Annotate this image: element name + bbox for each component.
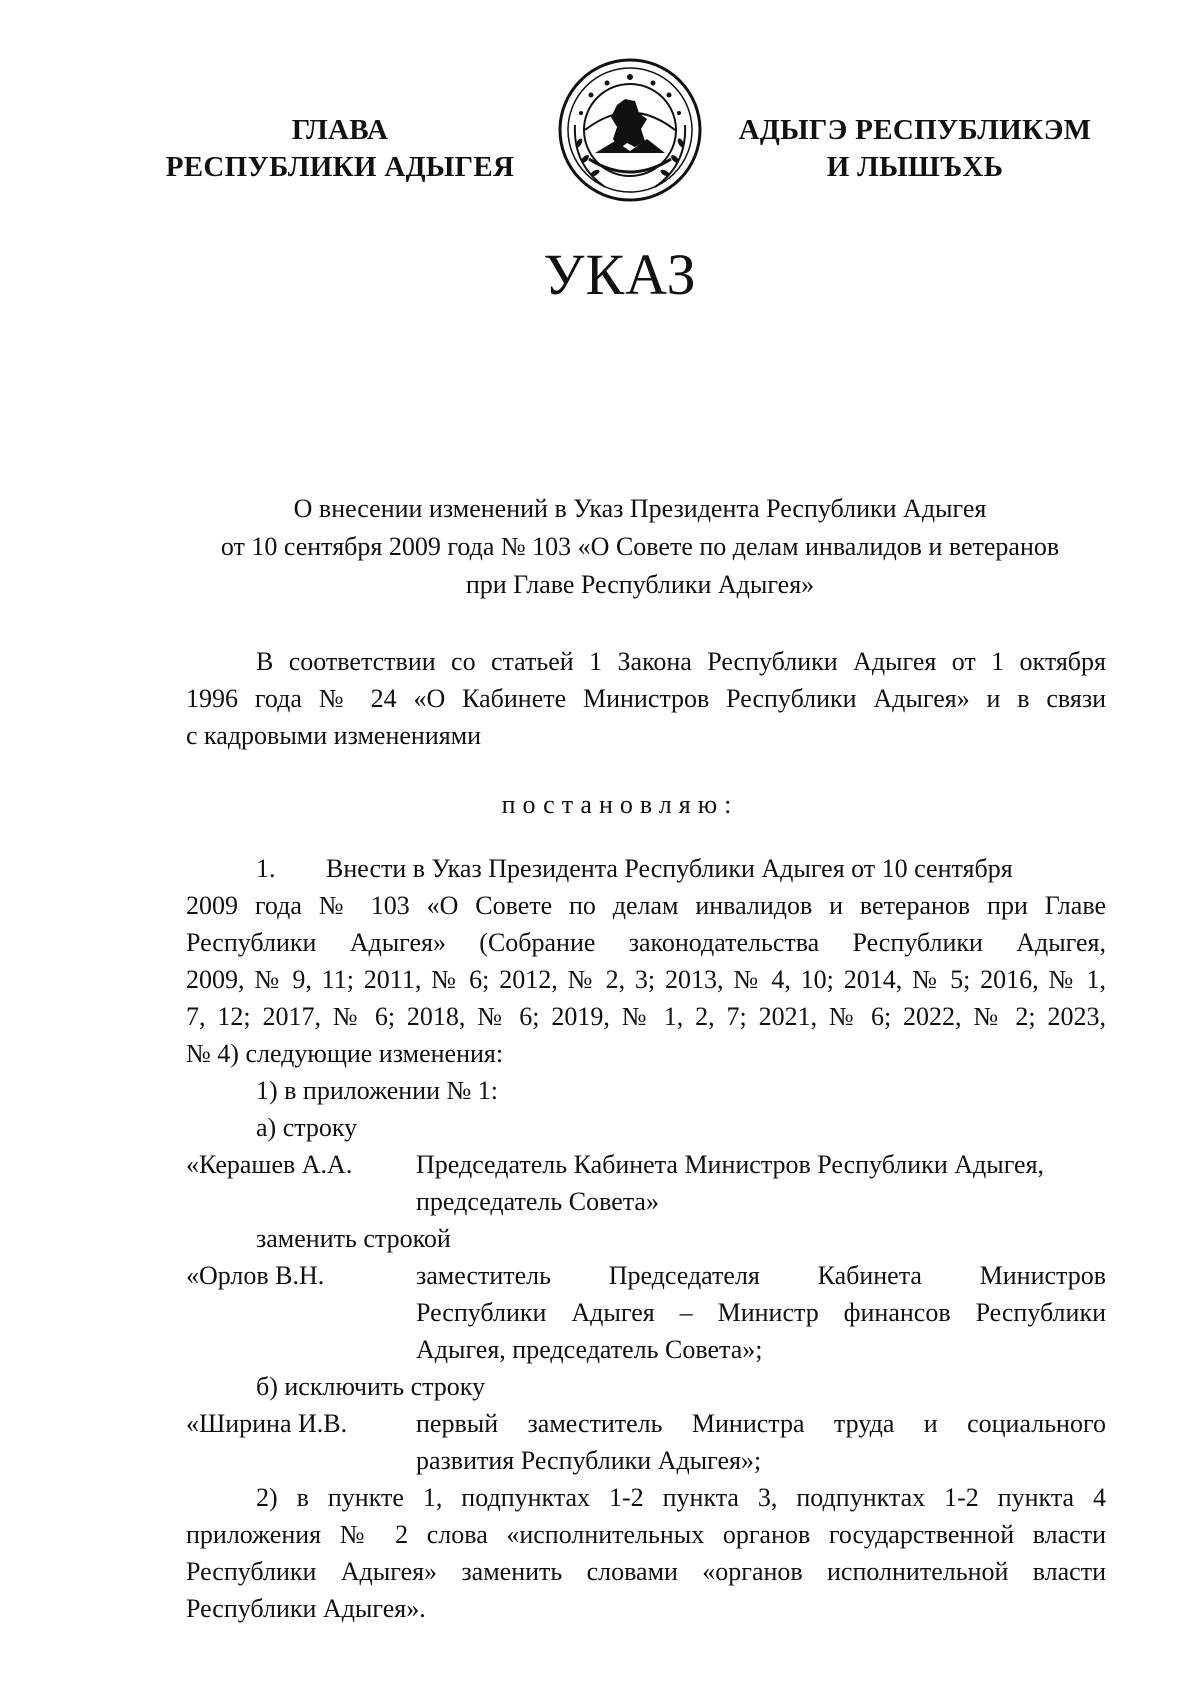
item-1-number: 1.: [256, 854, 276, 883]
subitem-b-label: б) исключить строку: [256, 1372, 486, 1401]
item-1-line: 7, 12; 2017, № 6; 2018, № 6; 2019, № 1, 2, 7; 2021, № 6; 2022, № 2; 2023,: [186, 1002, 1106, 1031]
subitem-2-line: Республики Адыгея».: [186, 1594, 426, 1623]
member-description-line: Республики Адыгея – Министр финансов Республики: [416, 1298, 1106, 1327]
subject-line: при Главе Республики Адыгея»: [465, 570, 815, 599]
header-right-line: И ЛЫШЪХЬ: [826, 151, 1004, 183]
item-1-line: 2009 года № 103 «О Совете по делам инвалидов и ветеранов при Главе: [186, 891, 1106, 920]
item-1: [186, 850, 1106, 1627]
item-1-first-line: [186, 850, 1106, 887]
subitem-1-label: 1) в приложении № 1:: [256, 1076, 499, 1105]
basis-paragraph: [186, 643, 1106, 754]
item-1-line: 2009, № 9, 11; 2011, № 6; 2012, № 2, 3; 2013, № 4, 10; 2014, № 5; 2016, № 1,: [186, 965, 1106, 994]
new-member-row: [186, 1257, 1106, 1368]
member-name: «Ширина И.В.: [186, 1409, 348, 1438]
basis-line: 1996 года № 24 «О Кабинете Министров Республики Адыгея» и в связи: [186, 684, 1106, 713]
decree-word: постановляю:: [501, 790, 739, 819]
member-description-line: заместитель Председателя Кабинета Министров: [416, 1261, 1106, 1290]
subitem-a-label: а) строку: [256, 1113, 358, 1142]
item-1-first-text: Внести в Указ Президента Республики Адыгея от 10 сентября: [326, 854, 1013, 883]
member-description-line: Председатель Кабинета Министров Республики Адыгея,: [416, 1150, 1045, 1179]
subject-line: О внесении изменений в Указ Президента Республики Адыгея: [293, 494, 987, 523]
subitem-2-line: Республики Адыгея» заменить словами «органов исполнительной власти: [186, 1557, 1106, 1586]
item-1-line: № 4) следующие изменения:: [186, 1039, 504, 1068]
member-description-line: председатель Совета»: [416, 1187, 659, 1216]
document-type-title: УКАЗ: [543, 242, 697, 307]
header-right: [720, 112, 1110, 186]
header-right-line: АДЫГЭ РЕСПУБЛИКЭМ: [738, 114, 1092, 146]
member-description: [416, 1146, 1106, 1220]
member-description-line: развития Республики Адыгея»;: [416, 1446, 762, 1475]
basis-line: В соответствии со статьей 1 Закона Республики Адыгея от 1 октября: [256, 647, 1106, 676]
replace-label: заменить строкой: [256, 1224, 451, 1253]
basis-line: с кадровыми изменениями: [186, 721, 482, 750]
member-description: [416, 1257, 1106, 1368]
member-name: «Керашев А.А.: [186, 1150, 353, 1179]
subject-line: от 10 сентября 2009 года № 103 «О Совете по делам инвалидов и ветеранов: [220, 532, 1060, 561]
removed-member-row: [186, 1405, 1106, 1479]
decree-subject: [160, 490, 1120, 604]
header-left: [160, 112, 520, 186]
header-left-line: ГЛАВА: [291, 114, 389, 146]
subitem-2-first-line: 2) в пункте 1, подпунктах 1-2 пункта 3, подпунктах 1-2 пункта 4: [256, 1483, 1106, 1512]
subitem-2-line: приложения № 2 слова «исполнительных органов государственной власти: [186, 1520, 1106, 1549]
member-description-line: Адыгея, председатель Совета»;: [416, 1335, 763, 1364]
header-left-line: РЕСПУБЛИКИ АДЫГЕЯ: [165, 151, 515, 183]
old-member-row: [186, 1146, 1106, 1220]
item-1-line: Республики Адыгея» (Собрание законодательства Республики Адыгея,: [186, 928, 1106, 957]
member-description-line: первый заместитель Министра труда и социального: [416, 1409, 1106, 1438]
member-name: «Орлов В.Н.: [186, 1261, 325, 1290]
member-description: [416, 1405, 1106, 1479]
coat-of-arms-icon: [555, 55, 705, 205]
